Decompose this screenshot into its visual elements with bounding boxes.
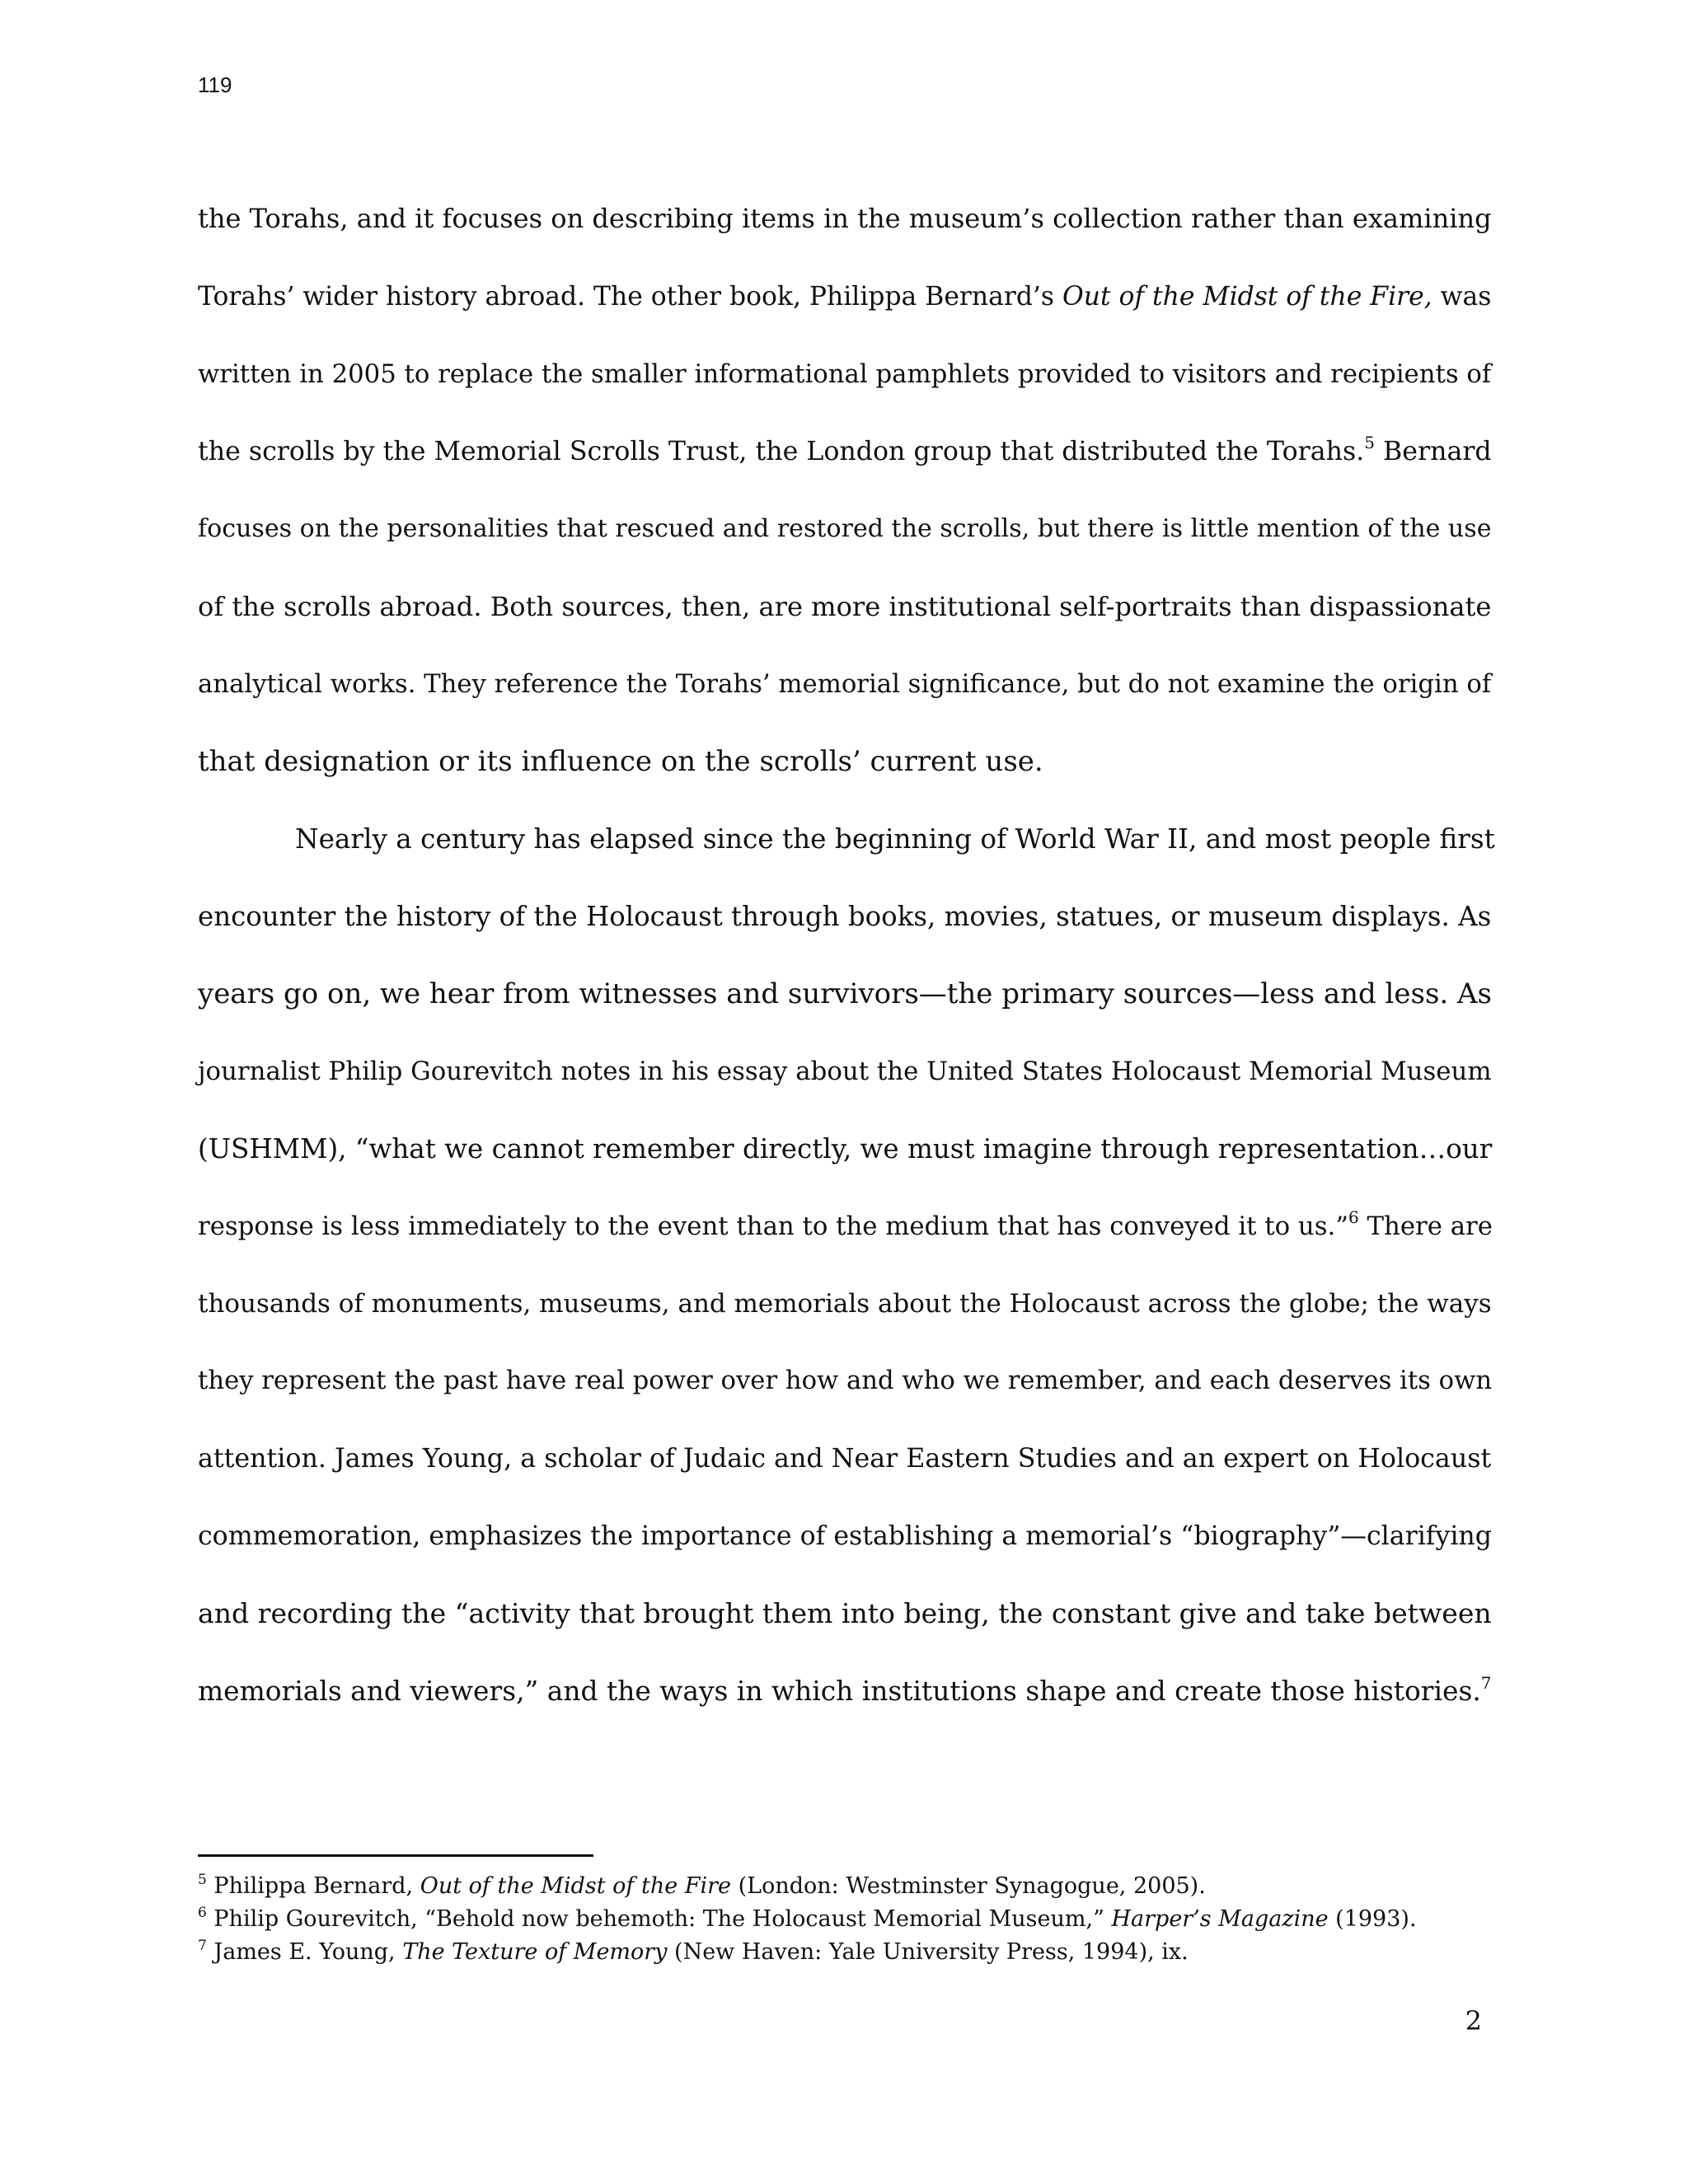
footnote-reference[interactable]: 7 — [1480, 1673, 1492, 1693]
text-line: that designation or its influence on the scrolls’ current use. — [198, 745, 1043, 778]
text-line: and recording the “activity that brought them into being, the constant give and take between — [198, 1597, 1492, 1629]
footnote-separator — [198, 1854, 593, 1857]
cited-title: Harper’s Magazine — [1111, 1906, 1329, 1932]
text-line: response is less immediately to the event than to the medium that has conveyed it to us.”$^6$ There are — [198, 1207, 1493, 1241]
text-line: focuses on the personalities that rescued and restored the scrolls, but there is little mention of the use — [198, 514, 1492, 543]
cited-title: The Texture of Memory — [402, 1939, 668, 1965]
top-page-number: 119 — [198, 73, 232, 97]
text-line: encounter the history of the Holocaust through books, movies, statues, or museum displays. As — [198, 901, 1492, 932]
text-line: of the scrolls abroad. Both sources, then, are more institutional self-portraits than dispassionate — [198, 591, 1492, 622]
footnote-7: $^7$ James E. Young, The Texture of Memory (New Haven: Yale University Press, 1994), ix. — [198, 1938, 1189, 1965]
text-line: years go on, we hear from witnesses and survivors—the primary sources—less and less. As — [198, 977, 1492, 1010]
text-line: they represent the past have real power over how and who we remember, and each deserves its own — [198, 1366, 1493, 1395]
text-line: the scrolls by the Memorial Scrolls Trust, the London group that distributed the Torahs.$^5$ Bernard — [198, 433, 1492, 466]
footnote-reference[interactable]: 6 — [1348, 1207, 1359, 1227]
text-line: (USHMM), “what we cannot remember directly, we must imagine through representation…our — [198, 1133, 1493, 1165]
footnote-6: $^6$ Philip Gourevitch, “Behold now behemoth: The Holocaust Memorial Museum,” Harper’s Magazine (1993). — [198, 1905, 1417, 1932]
footnote-reference[interactable]: 5 — [1364, 433, 1375, 452]
bottom-page-number: 2 — [1465, 2005, 1482, 2036]
text-line: thousands of monuments, museums, and memorials about the Holocaust across the globe; the ways — [198, 1289, 1492, 1319]
text-line: Nearly a century has elapsed since the beginning of World War II, and most people first — [295, 823, 1495, 855]
book-title: Out of the Midst of the Fire, — [1062, 282, 1432, 312]
text-line: attention. James Young, a scholar of Judaic and Near Eastern Studies and an expert on Holocaust — [198, 1444, 1492, 1474]
text-line: journalist Philip Gourevitch notes in his essay about the United States Holocaust Memorial Museum — [198, 1057, 1492, 1086]
text-line: Torahs’ wider history abroad. The other book, Philippa Bernard’s Out of the Midst of the Fire, was — [198, 282, 1492, 312]
footnote-5: $^5$ Philippa Bernard, Out of the Midst of the Fire (London: Westminster Synagogue, 2005). — [198, 1872, 1206, 1899]
cited-title: Out of the Midst of the Fire — [420, 1873, 732, 1899]
text-line: written in 2005 to replace the smaller informational pamphlets provided to visitors and recipients of — [198, 359, 1492, 389]
text-line: memorials and viewers,” and the ways in which institutions shape and create those histories.$^7$ — [198, 1673, 1492, 1707]
text-line: the Torahs, and it focuses on describing items in the museum’s collection rather than examining — [198, 203, 1492, 234]
text-line: commemoration, emphasizes the importance of establishing a memorial’s “biography”—clarifying — [198, 1521, 1492, 1551]
text-line: analytical works. They reference the Torahs’ memorial significance, but do not examine the origin of — [198, 669, 1492, 699]
